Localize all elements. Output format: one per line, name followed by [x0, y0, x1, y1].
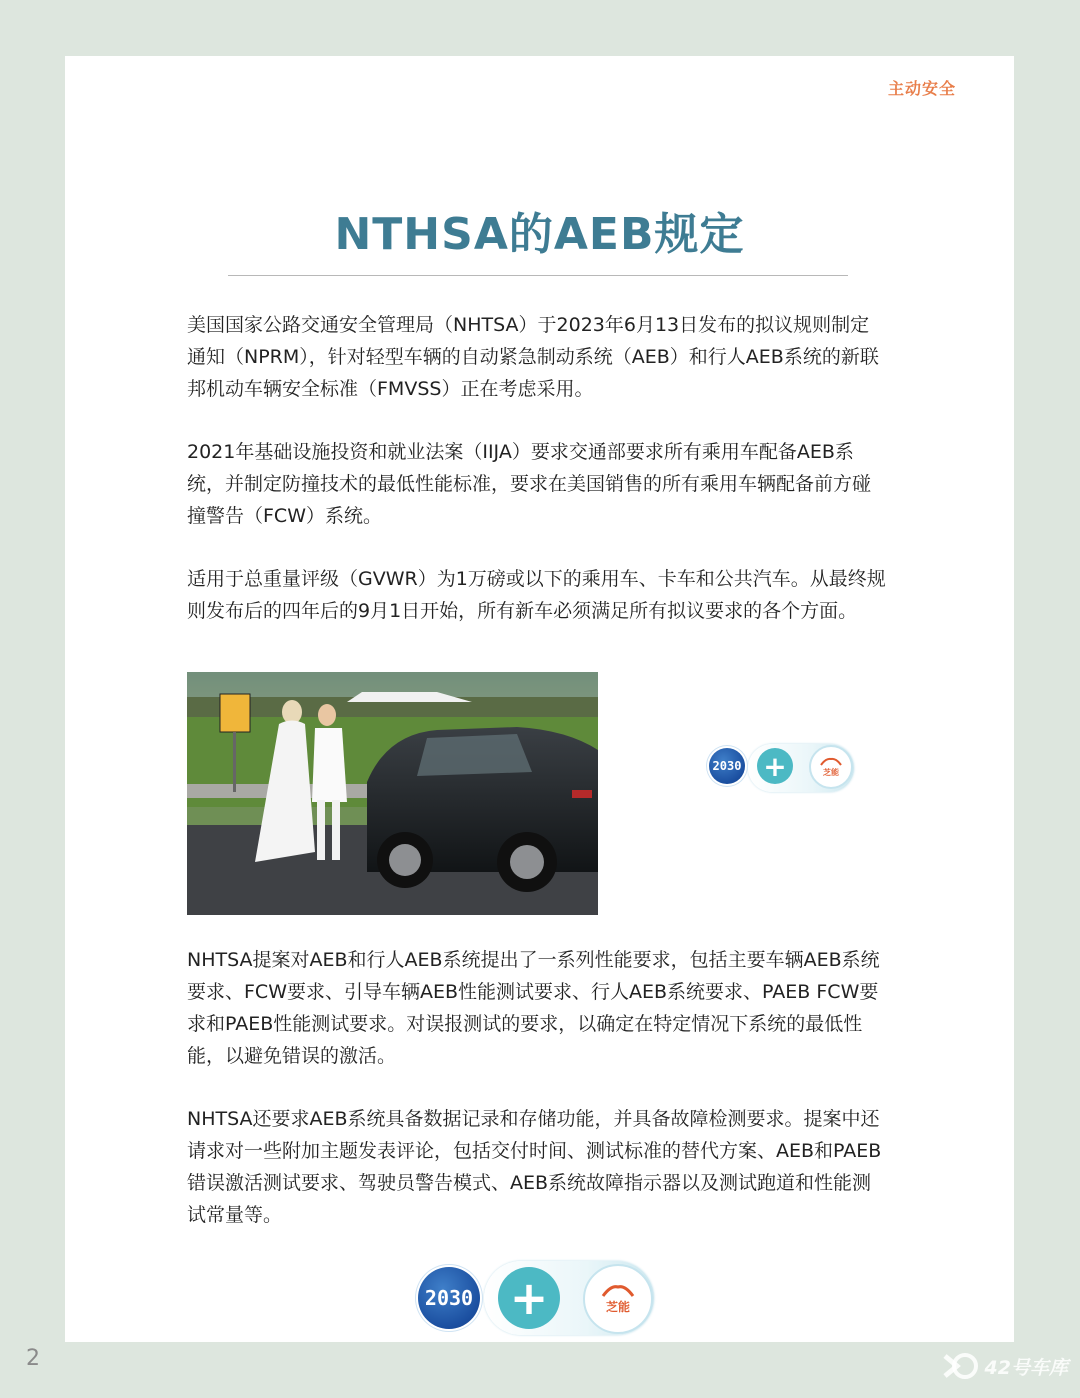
logo-2030-small: 2030 — [709, 748, 745, 784]
title-divider — [228, 275, 848, 276]
logo-2030-large: 2030 — [418, 1267, 480, 1329]
paragraph-1: 美国国家公路交通安全管理局（NHTSA）于2023年6月13日发布的拟议规则制定通知（NPRM），针对轻型车辆的自动紧急制动系统（AEB）和行人AEB系统的新联邦机动车辆安全标准（FMVSS）正在考虑采用。 — [187, 314, 879, 400]
car-logo-icon — [820, 757, 842, 767]
logo-brand-small — [809, 745, 853, 789]
watermark-logo-icon — [941, 1348, 979, 1384]
document-page — [65, 56, 1014, 1342]
paragraph-3: 适用于总重量评级（GVWR）为1万磅或以下的乘用车、卡车和公共汽车。从最终规则发布后的四年后的9月1日开始，所有新车必须满足所有拟议要求的各个方面。 — [187, 568, 886, 622]
paragraph-4: NHTSA提案对AEB和行人AEB系统提出了一系列性能要求，包括主要车辆AEB系统要求、FCW要求、引导车辆AEB性能测试要求、行人AEB系统要求、PAEB FCW要求和PAEB性能测试要求。对误报测试的要求，以确定在特定情况下系统的最低性能，以避免错误的激活。 — [187, 949, 880, 1067]
plus-icon: + — [757, 748, 793, 784]
paragraph-2: 2021年基础设施投资和就业法案（IIJA）要求交通部要求所有乘用车配备AEB系统，并制定防撞技术的最低性能标准，要求在美国销售的所有乘用车辆配备前方碰撞警告（FCW）系统。 — [187, 441, 872, 527]
logo-brand-large — [583, 1264, 653, 1334]
car-logo-icon — [601, 1284, 635, 1298]
aeb-test-photo — [187, 672, 598, 915]
paragraph-5: NHTSA还要求AEB系统具备数据记录和存储功能，并具备故障检测要求。提案中还请求对一些附加主题发表评论，包括交付时间、测试标准的替代方案、AEB和PAEB错误激活测试要求、驾驶员警告模式、AEB系统故障指示器以及测试跑道和性能测试常量等。 — [187, 1108, 882, 1226]
watermark — [941, 1348, 1068, 1384]
page-number: 2 — [26, 1346, 40, 1371]
watermark-text: 42号车库 — [984, 1356, 1068, 1379]
page-title: NTHSA的AEB规定 — [334, 209, 745, 260]
brand-name: 芝能 — [605, 1299, 630, 1314]
plus-icon: + — [498, 1267, 560, 1329]
brand-name: 芝能 — [823, 767, 839, 777]
section-tag: 主动安全 — [887, 79, 956, 98]
